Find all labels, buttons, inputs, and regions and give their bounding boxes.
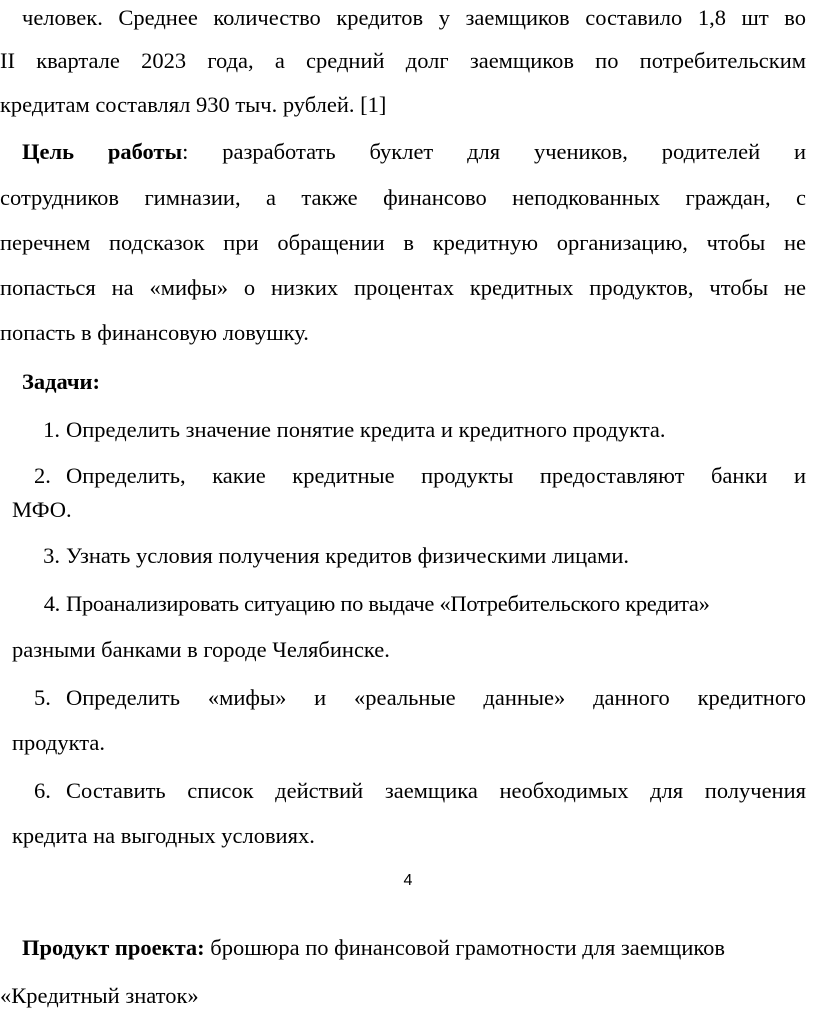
goal-label: Цель работы [22, 139, 183, 164]
task-item-3: 3. Узнать условия получения кредитов физическими лицами. [34, 542, 629, 570]
product-line-1: Продукт проекта: брошюра по финансовой грамотности для заемщиков [22, 935, 726, 960]
tasks-heading: Задачи: [22, 369, 101, 394]
task-item-4-cont: разными банками в городе Челябинске. [12, 637, 390, 662]
goal-line-1: Цель работы: разработать буклет для учеников, родителей и [22, 139, 807, 164]
task-item-1: 1. Определить значение понятие кредита и кредитного продукта. [34, 416, 666, 444]
intro-line-3: кредитам составлял 930 тыч. рублей. [1] [0, 92, 387, 117]
task-number: 5. [34, 685, 51, 710]
task-number: 3. [43, 543, 60, 568]
task-item-2: 2. Определить, какие кредитные продукты предоставляют банки и [34, 463, 806, 488]
goal-line-2: сотрудников гимназии, а также финансово неподкованных граждан, с [0, 185, 806, 210]
goal-line-3: перечнем подсказок при обращении в кредитную организацию, чтобы не [0, 230, 806, 255]
product-line-2: «Кредитный знаток» [0, 983, 199, 1008]
task-item-6-cont: кредита на выгодных условиях. [12, 823, 315, 848]
task-item-4: 4. Проанализировать ситуацию по выдаче «Потребительского кредита» [34, 590, 710, 618]
task-number: 4. [43, 591, 60, 616]
intro-line-2: II квартале 2023 года, а средний долг заемщиков по потребительским [0, 48, 806, 73]
product-label: Продукт проекта: [22, 935, 205, 960]
goal-line-5: попасть в финансовую ловушку. [0, 320, 309, 345]
page-number: 4 [403, 872, 413, 889]
intro-line-1: человек. Среднее количество кредитов у заемщиков составило 1,8 шт во [22, 5, 806, 30]
goal-line-4: попасться на «мифы» о низких процентах кредитных продуктов, чтобы не [0, 275, 806, 300]
task-item-2-cont: МФО. [12, 497, 72, 522]
task-number: 2. [34, 463, 51, 488]
task-item-5-cont: продукта. [12, 730, 105, 755]
task-number: 6. [34, 778, 51, 803]
task-item-5: 5. Определить «мифы» и «реальные данные» данного кредитного [34, 685, 806, 710]
task-item-6: 6. Составить список действий заемщика необходимых для получения [34, 778, 806, 803]
task-number: 1. [43, 417, 60, 442]
